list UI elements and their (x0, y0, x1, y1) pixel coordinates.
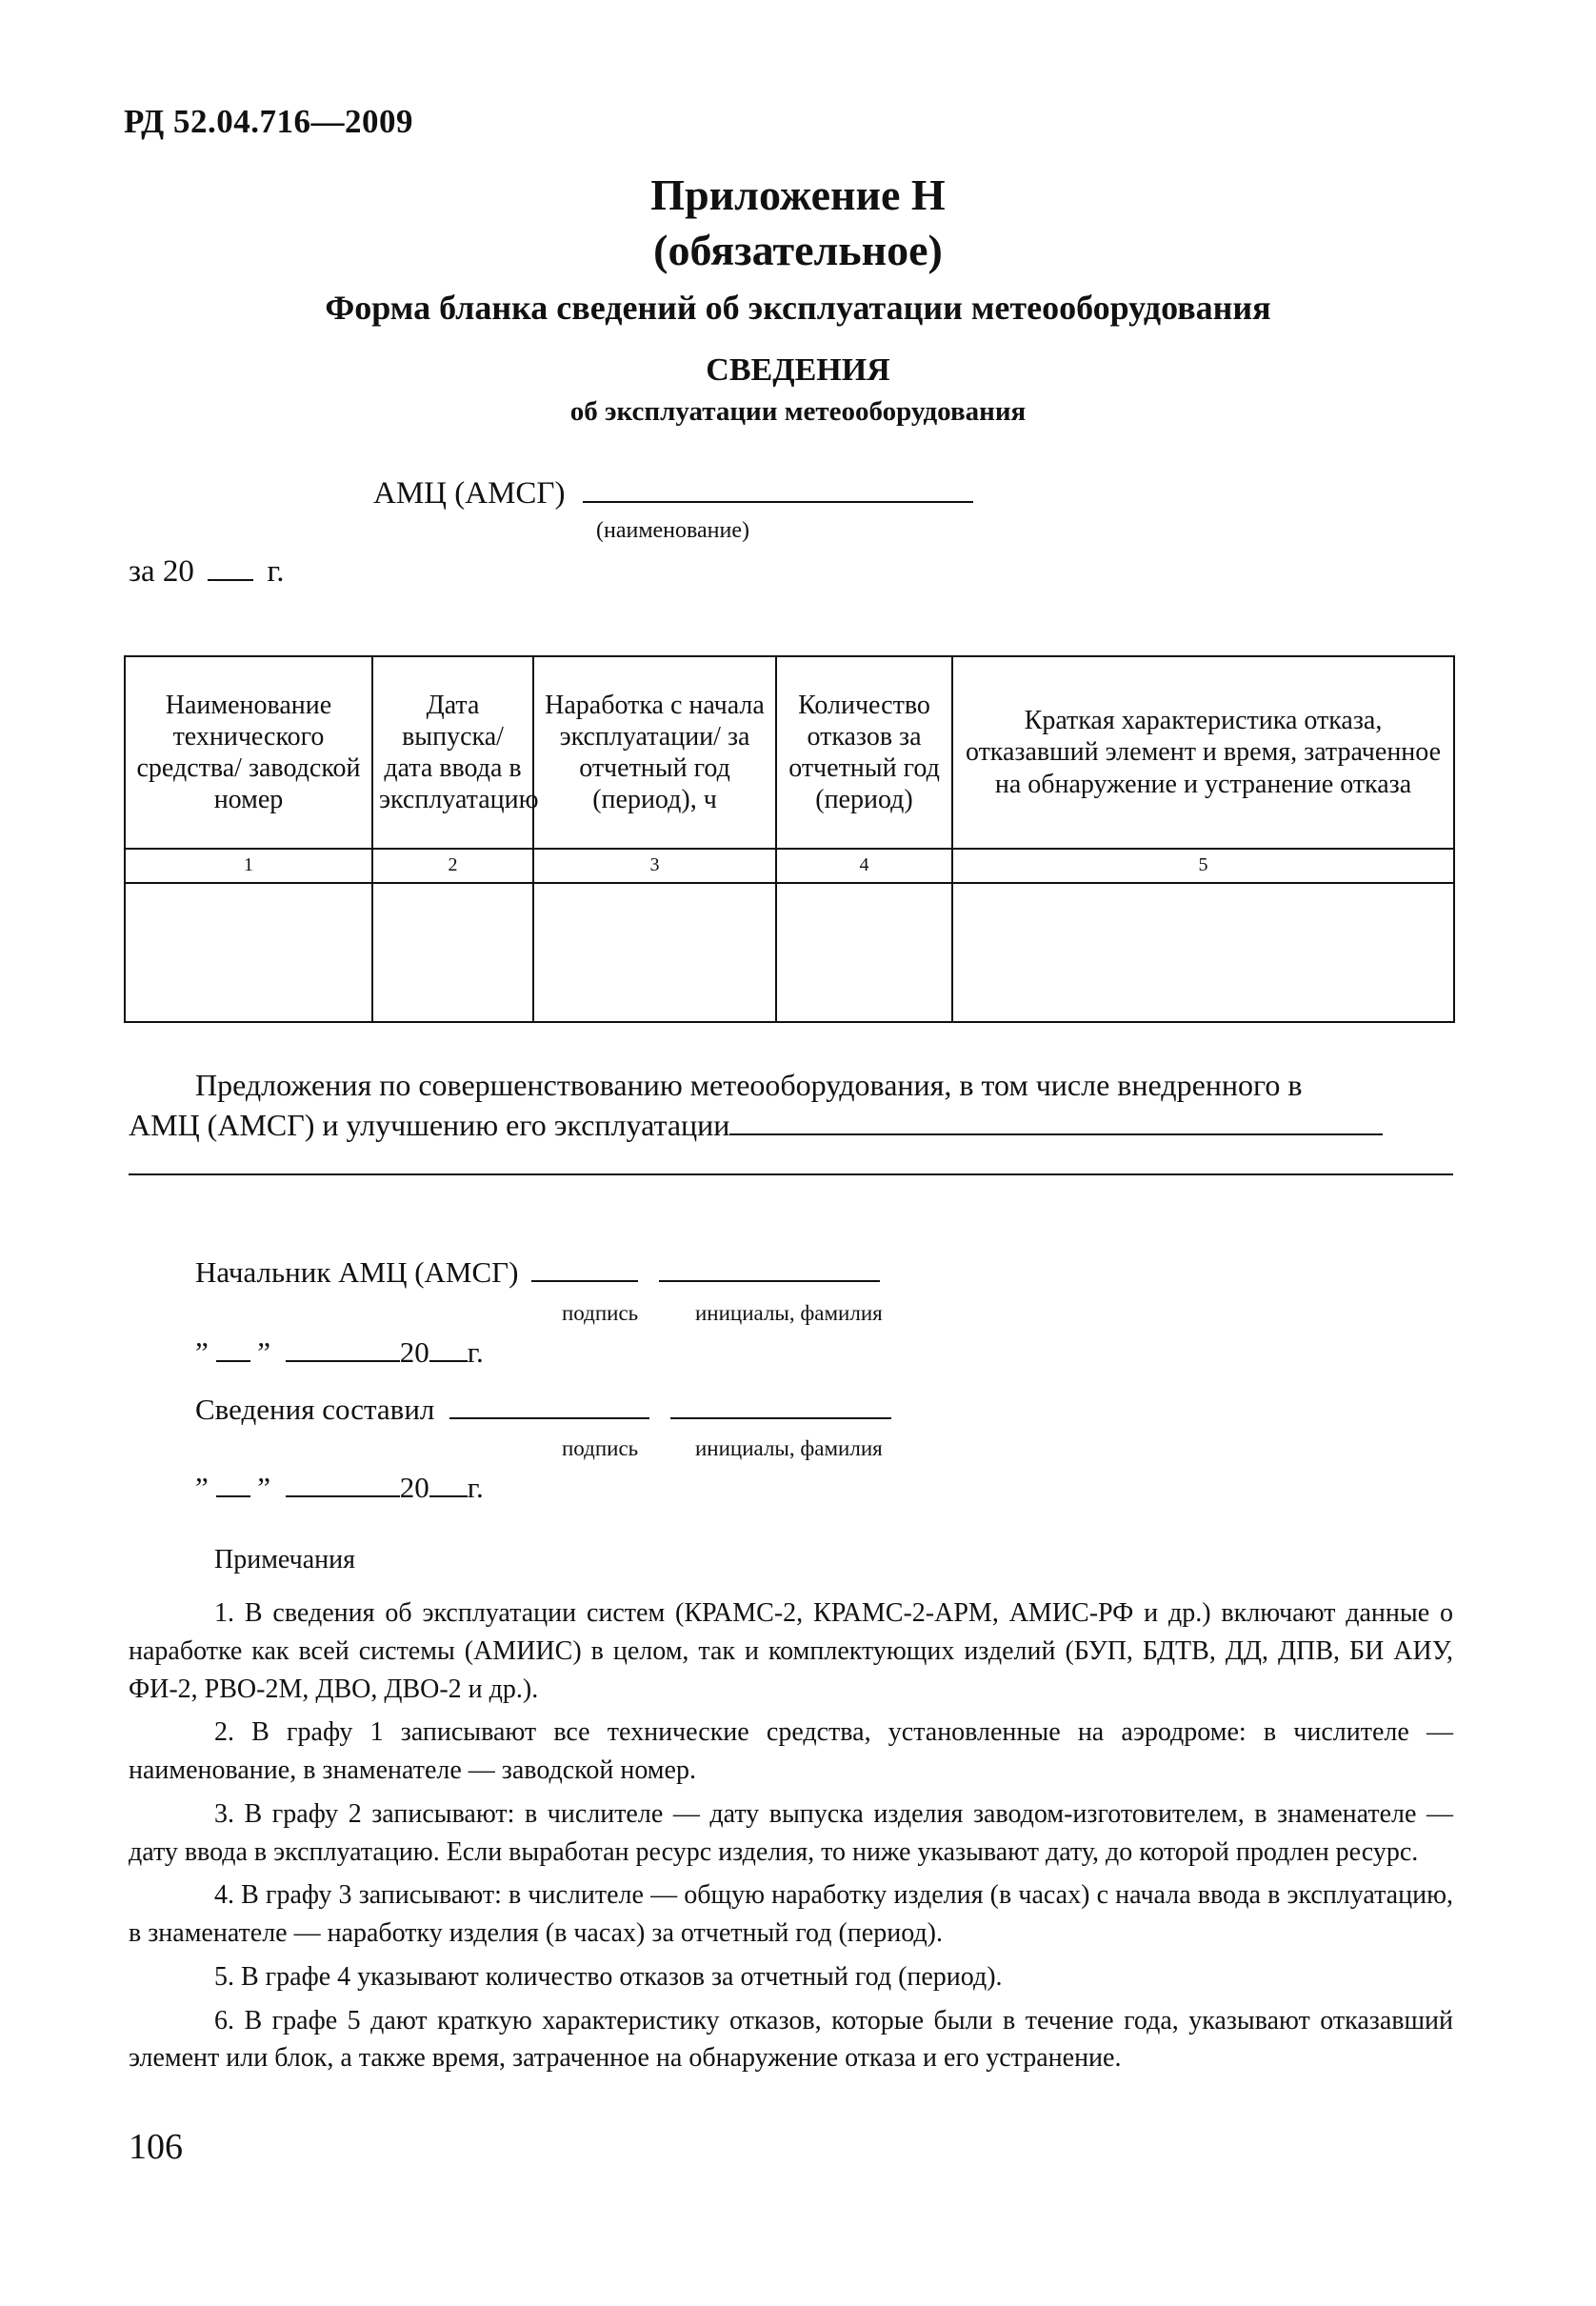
chief-signature-field (195, 1255, 880, 1290)
table-header-row (125, 656, 1454, 849)
org-hint: (наименование) (596, 518, 750, 543)
compiler-name-hint: инициалы, фамилия (695, 1436, 883, 1460)
period-suffix: г. (267, 554, 285, 589)
date-month-blank[interactable] (286, 1494, 400, 1497)
chief-date-field (195, 1335, 484, 1370)
column-header: Количество отказов за отчетный год (период) (776, 656, 952, 849)
chief-signature-hint: подпись (562, 1301, 639, 1325)
form-title: Форма бланка сведений об эксплуатации метеооборудования (325, 289, 1271, 327)
appendix-type: (обязательное) (653, 226, 943, 274)
note-item: 4. В графу 3 записывают: в числителе — общую наработку изделия (в часах) с начала ввода в эксплуатацию, в знаменателе — наработку изделия (в часах) за отчетный год (период). (129, 1880, 1453, 1948)
table-cell[interactable] (533, 883, 776, 1022)
document-code: РД 52.04.716—2009 (124, 103, 413, 140)
period-prefix: за 20 (129, 554, 194, 589)
compiler-date-field (195, 1471, 484, 1505)
compiler-signature-field (195, 1393, 891, 1427)
note-item: 5. В графе 4 указывают количество отказов за отчетный год (период). (214, 1961, 1003, 1992)
org-field (373, 476, 973, 511)
date-year-prefix: 20 (399, 1335, 429, 1369)
period-year-blank[interactable] (208, 578, 253, 581)
column-header: Наработка с начала эксплуатации/ за отчетный год (период), ч (533, 656, 776, 849)
proposal-field (129, 1108, 1383, 1143)
chief-name-blank[interactable] (659, 1279, 880, 1282)
date-quote: ” (195, 1471, 209, 1504)
date-year-prefix: 20 (399, 1471, 429, 1504)
column-number: 4 (776, 849, 952, 883)
compiler-name-blank[interactable] (670, 1416, 891, 1419)
column-number: 1 (125, 849, 372, 883)
table-cell[interactable] (372, 883, 533, 1022)
date-day-blank[interactable] (216, 1494, 250, 1497)
proposal-line-2: АМЦ (АМСГ) и улучшению его эксплуатации (129, 1108, 730, 1142)
compiler-label: Сведения составил (195, 1393, 435, 1426)
date-quote: ” (195, 1335, 209, 1369)
appendix-title: Приложение Н (650, 170, 946, 219)
period-field (129, 554, 285, 590)
date-year-suffix: г. (467, 1335, 484, 1369)
info-subtitle: об эксплуатации метеооборудования (569, 396, 1027, 427)
proposal-blank-line[interactable] (129, 1173, 1453, 1175)
table-cell[interactable] (776, 883, 952, 1022)
org-label: АМЦ (АМСГ) (373, 476, 566, 511)
date-month-blank[interactable] (286, 1359, 400, 1362)
date-year-blank[interactable] (429, 1494, 468, 1497)
notes-list (129, 1594, 1453, 2083)
compiler-signature-blank[interactable] (449, 1416, 649, 1419)
column-header: Краткая характеристика отказа, отказавший элемент и время, затраченное на обнаружение и устранение отказа (952, 656, 1454, 849)
date-day-blank[interactable] (216, 1359, 250, 1362)
proposal-blank[interactable] (729, 1133, 1383, 1135)
date-year-blank[interactable] (429, 1359, 468, 1362)
date-year-suffix: г. (467, 1471, 484, 1504)
chief-signature-blank[interactable] (531, 1279, 638, 1282)
date-quote: ” (257, 1335, 271, 1369)
compiler-signature-hint: подпись (562, 1436, 639, 1460)
proposal-line-1: Предложения по совершенствованию метеооборудования, в том числе внедренного в (195, 1068, 1303, 1102)
equipment-table (124, 655, 1455, 1023)
info-title: СВЕДЕНИЯ (706, 352, 890, 388)
table-row (125, 883, 1454, 1022)
org-name-blank[interactable] (583, 500, 973, 503)
note-item: 2. В графу 1 записывают все технические средства, установленные на аэродроме: в числителе — наименование, в знаменателе — заводской номер. (129, 1717, 1453, 1785)
column-number: 5 (952, 849, 1454, 883)
note-item: 3. В графу 2 записывают: в числителе — дату выпуска изделия заводом-изготовителем, в знаменателе — дату ввода в эксплуатацию. Если выработан ресурс изделия, то ниже указывают дату, до которой продлен ресурс. (129, 1798, 1453, 1867)
column-number-row (125, 849, 1454, 883)
column-number: 3 (533, 849, 776, 883)
note-item: 1. В сведения об эксплуатации систем (КРАМС-2, КРАМС-2-АРМ, АМИС-РФ и др.) включают данные о наработке как всей системы (АМИИС) в целом, так и комплектующих изделий (БУП, БДТВ, ДД, ДПВ, БИ АИУ, ФИ-2, РВО-2М, ДВО, ДВО-2 и др.). (129, 1598, 1453, 1704)
notes-heading: Примечания (214, 1545, 356, 1574)
chief-name-hint: инициалы, фамилия (695, 1301, 883, 1325)
column-number: 2 (372, 849, 533, 883)
note-item: 6. В графе 5 дают краткую характеристику отказов, которые были в течение года, указывают отказавший элемент или блок, а также время, затраченное на обнаружение отказа и его устранение. (129, 2005, 1453, 2074)
chief-label: Начальник АМЦ (АМСГ) (195, 1255, 519, 1289)
page-number: 106 (129, 2127, 183, 2167)
column-header: Дата выпуска/ дата ввода в эксплуатацию (372, 656, 533, 849)
table-cell[interactable] (952, 883, 1454, 1022)
table-cell[interactable] (125, 883, 372, 1022)
column-header: Наименование технического средства/ заводской номер (125, 656, 372, 849)
date-quote: ” (257, 1471, 271, 1504)
